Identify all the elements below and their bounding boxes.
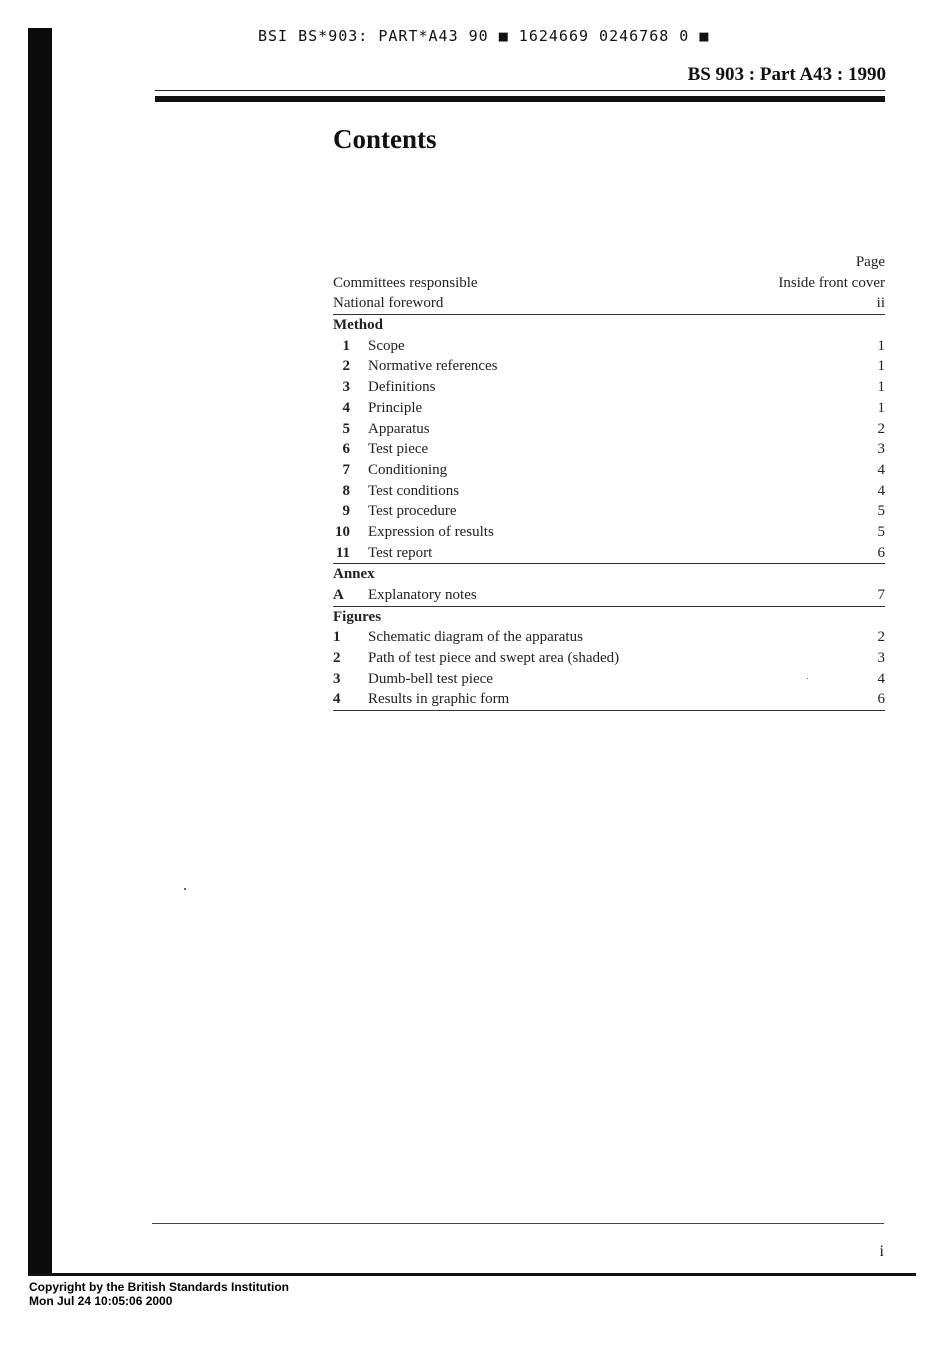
copyright-line: Copyright by the British Standards Institution	[29, 1280, 290, 1294]
toc-row[interactable]	[333, 377, 885, 398]
toc-label: Explanatory notes	[368, 587, 477, 603]
scan-speck	[807, 678, 808, 679]
toc-label: Conditioning	[368, 461, 448, 478]
toc-row[interactable]	[333, 398, 885, 419]
toc-number: 11	[335, 544, 350, 561]
toc-page: 7	[877, 587, 885, 603]
toc-page: 2	[877, 420, 885, 437]
toc-section-heading-figures: Figures	[333, 606, 885, 628]
toc-page: Inside front cover	[778, 274, 885, 291]
toc-label: Principle	[368, 399, 423, 416]
toc-row[interactable]	[333, 522, 885, 543]
toc-label: Normative references	[368, 358, 498, 375]
toc-row[interactable]	[333, 293, 885, 314]
toc-label: Test conditions	[368, 482, 460, 499]
toc-label: Test report	[368, 544, 433, 561]
footer-rule	[152, 1223, 884, 1224]
document-code-line: BSI BS*903: PART*A43 90 ■ 1624669 0246768 0 ■	[258, 27, 710, 45]
toc-number: 1	[342, 337, 350, 354]
toc-label: Results in graphic form	[368, 691, 510, 708]
toc-number: A	[333, 587, 344, 603]
toc-row[interactable]	[333, 419, 885, 440]
toc-number: 10	[335, 523, 350, 540]
document-identifier: BS 903 : Part A43 : 1990	[687, 64, 886, 85]
toc-row[interactable]	[333, 439, 885, 460]
header-rule-thin	[155, 90, 885, 91]
toc-label: National foreword	[333, 295, 444, 312]
toc-page-heading: Page	[855, 254, 885, 270]
toc-number: 1	[333, 629, 341, 646]
toc-row[interactable]	[333, 336, 885, 357]
toc-number: 6	[342, 441, 350, 458]
toc-label: Test procedure	[368, 503, 457, 520]
toc-number: 3	[333, 670, 341, 687]
toc-label: Path of test piece and swept area (shaded)	[368, 650, 620, 667]
toc-page: 1	[877, 399, 885, 416]
toc-label: Committees responsible	[333, 274, 478, 291]
toc-page: 3	[877, 441, 885, 458]
toc-number: 4	[333, 691, 341, 708]
toc-page-heading-row	[333, 252, 885, 273]
toc-number: 5	[342, 420, 350, 437]
timestamp-line: Mon Jul 24 10:05:06 2000	[29, 1294, 173, 1308]
header-rule-thick	[155, 96, 885, 102]
toc-row[interactable]	[333, 481, 885, 502]
toc-row[interactable]	[333, 273, 885, 294]
toc-page: 5	[877, 523, 885, 540]
toc-page: 4	[877, 482, 885, 499]
toc-page: 2	[877, 629, 885, 646]
toc-row[interactable]	[333, 669, 885, 690]
toc-section-heading-method: Method	[333, 314, 885, 336]
scan-edge-bar	[28, 28, 52, 1274]
toc-section-heading-annex: Annex	[333, 563, 885, 585]
toc-label: Schematic diagram of the apparatus	[368, 629, 583, 646]
toc-row[interactable]	[333, 356, 885, 377]
toc-label: Scope	[368, 337, 405, 354]
toc-number: 9	[342, 503, 350, 520]
copyright-notice	[29, 1280, 289, 1308]
toc-number: 2	[333, 650, 341, 667]
toc-label: Apparatus	[368, 420, 430, 437]
toc-page: 4	[877, 670, 885, 687]
toc-number: 3	[342, 379, 350, 396]
toc-number: 2	[342, 358, 350, 375]
toc-label: Expression of results	[368, 523, 494, 540]
toc-row[interactable]	[333, 460, 885, 481]
toc-row[interactable]	[333, 543, 885, 564]
toc-label: Test piece	[368, 441, 429, 458]
toc-row[interactable]	[333, 648, 885, 669]
page-title: Contents	[333, 124, 437, 154]
page-number: i	[879, 1243, 884, 1260]
toc-page: 1	[877, 337, 885, 354]
toc-page: 5	[877, 503, 885, 520]
toc-label: Dumb-bell test piece	[368, 670, 493, 687]
toc-page: 6	[877, 544, 885, 561]
toc-page: 4	[877, 461, 885, 478]
toc-row[interactable]	[333, 585, 885, 606]
scan-speck	[184, 888, 186, 890]
toc-row[interactable]	[333, 689, 885, 711]
bottom-rule	[28, 1273, 916, 1276]
toc-number: 7	[342, 461, 350, 478]
table-of-contents	[333, 252, 885, 711]
toc-row[interactable]	[333, 627, 885, 648]
toc-page: 3	[877, 650, 885, 667]
toc-page: 6	[877, 691, 885, 708]
toc-number: 4	[342, 399, 350, 416]
toc-page: 1	[877, 379, 885, 396]
toc-page: ii	[876, 295, 885, 312]
toc-page: 1	[877, 358, 885, 375]
toc-row[interactable]	[333, 501, 885, 522]
toc-number: 8	[342, 482, 350, 499]
toc-label: Definitions	[368, 379, 436, 396]
